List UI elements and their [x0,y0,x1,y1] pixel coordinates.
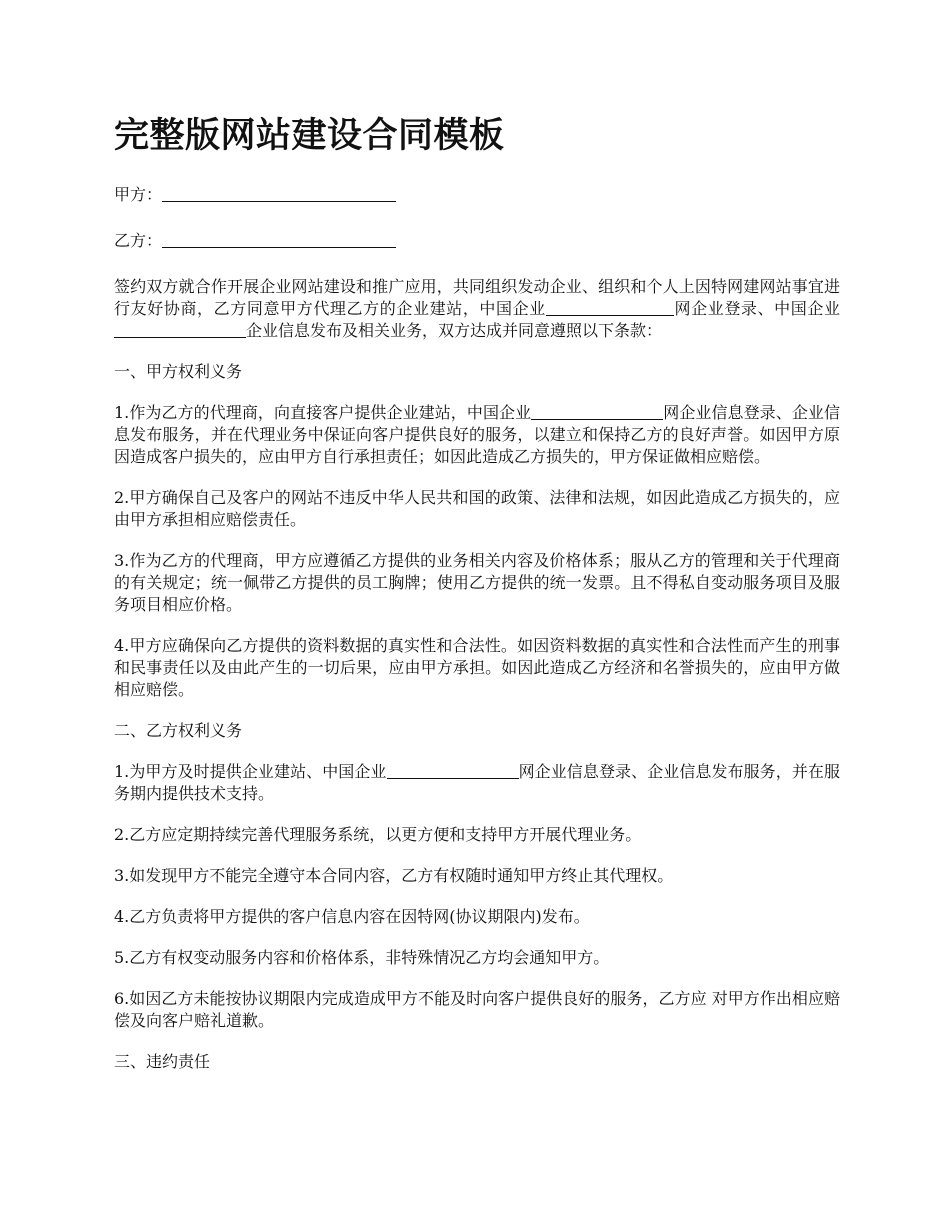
section-2-heading: 二、乙方权利义务 [114,721,243,740]
s1-item1-blank [531,403,663,420]
party-b-line [114,230,840,252]
section-1-item-1 [114,402,840,468]
section-2-item-5: 5.乙方有权变动服务内容和价格体系，非特殊情况乙方均会通知甲方。 [114,948,610,967]
party-a-label: 甲方： [114,185,163,204]
party-a-blank [162,185,396,202]
intro-text-3: 企业信息发布及相关业务，双方达成并同意遵照以下条款： [246,321,663,340]
party-a-line [114,184,840,206]
intro-blank-1 [546,299,674,316]
section-2-item-2: 2.乙方应定期持续完善代理服务系统，以更方便和支持甲方开展代理业务。 [114,825,642,844]
section-2-item-3: 3.如发现甲方不能完全遵守本合同内容，乙方有权随时通知甲方终止其代理权。 [114,866,674,885]
s2-item1-text-1: 1.为甲方及时提供企业建站、中国企业 [114,762,387,781]
document-page [114,112,840,1092]
party-b-label: 乙方： [114,231,163,250]
section-1-heading: 一、甲方权利义务 [114,362,243,381]
document-title: 完整版网站建设合同模板 [114,116,505,156]
s1-item1-text-1: 1.作为乙方的代理商，向直接客户提供企业建站，中国企业 [114,403,532,422]
intro-paragraph [114,276,840,342]
section-1-item-3: 3.作为乙方的代理商，甲方应遵循乙方提供的业务相关内容及价格体系；服从乙方的管理和关于代理商的有关规定；统一佩带乙方提供的员工胸牌；使用乙方提供的统一发票。且不得私自变动服务项目及服务项目相应价格。 [114,551,840,614]
s1-item1-text-2: 网企业信息登录、企业信息发布服务，并在代理业务中保证向客户提供良好的服务，以建立和保持乙方的良好声誉。如因甲方原因造成客户损失的，应由甲方自行承担责任；如因此造成乙方损失的，甲方保证做相应赔偿。 [114,403,840,466]
s2-item1-text-2: 网企业信息登录、企业信息发布服务，并在服务期内提供技术支持。 [114,762,840,803]
section-3-heading: 三、违约责任 [114,1052,211,1071]
s2-item1-blank [387,762,519,779]
intro-text-1: 签约双方就合作开展企业网站建设和推广应用，共同组织发动企业、组织和个人上因特网建网站事宜进行友好协商，乙方同意甲方代理乙方的企业建站，中国企业 [114,277,840,318]
section-2-item-6: 6.如因乙方未能按协议期限内完成造成甲方不能及时向客户提供良好的服务，乙方应 对甲方作出相应赔偿及向客户赔礼道歉。 [114,989,840,1030]
intro-blank-2 [114,321,246,338]
intro-text-2: 网企业登录、中国企业 [673,299,840,318]
section-1-item-4: 4.甲方应确保向乙方提供的资料数据的真实性和合法性。如因资料数据的真实性和合法性而产生的刑事和民事责任以及由此产生的一切后果，应由甲方承担。如因此造成乙方经济和名誉损失的，应由甲方做相应赔偿。 [114,636,840,699]
section-2-item-4: 4.乙方负责将甲方提供的客户信息内容在因特网(协议期限内)发布。 [114,907,590,926]
section-2-item-1 [114,761,840,805]
section-1-item-2: 2.甲方确保自己及客户的网站不违反中华人民共和国的政策、法律和法规，如因此造成乙方损失的，应由甲方承担相应赔偿责任。 [114,488,840,529]
party-b-blank [162,231,396,248]
